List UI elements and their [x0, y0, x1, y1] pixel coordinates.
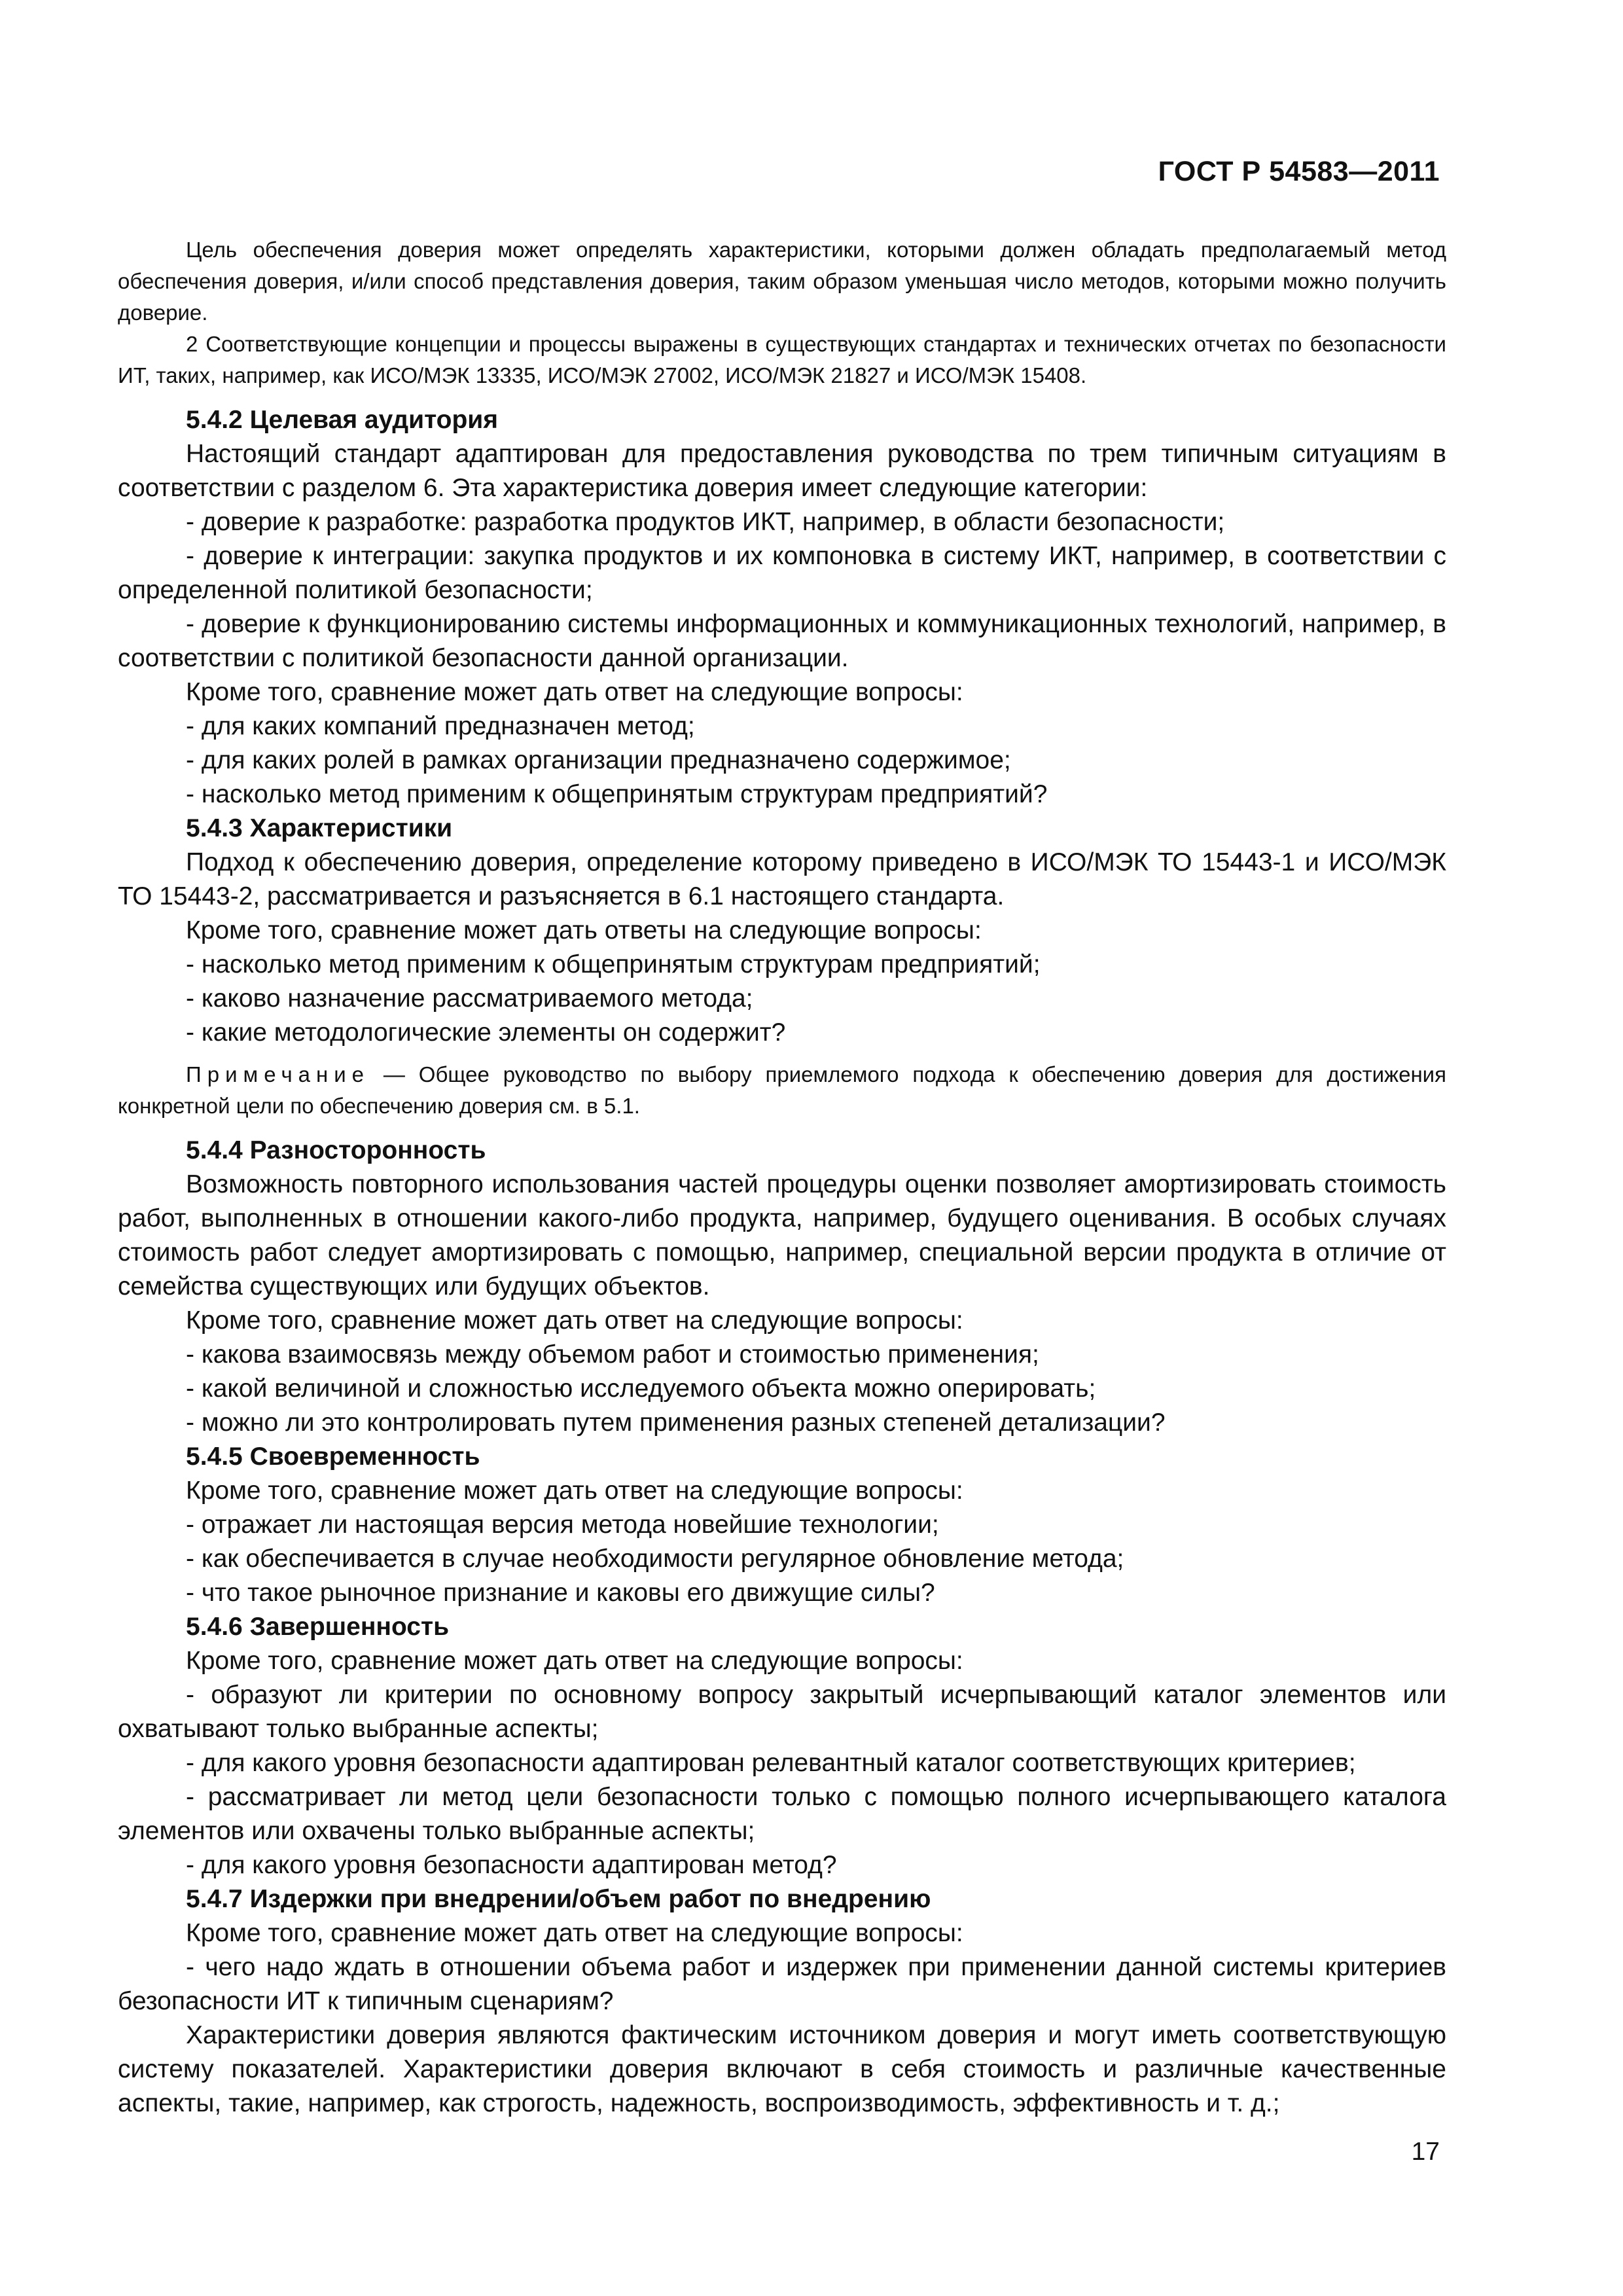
page-number: 17: [1411, 2138, 1440, 2166]
list-item: - как обеспечивается в случае необходимости регулярное обновление метода;: [186, 1545, 1124, 1573]
document-header: ГОСТ Р 54583—2011: [1158, 156, 1440, 187]
section-heading-5-4-2: 5.4.2 Целевая аудитория: [186, 406, 499, 434]
list-item: - для каких ролей в рамках организации предназначено содержимое;: [186, 746, 1011, 774]
intro-note-2: 2 Соответствующие концепции и процессы выражены в существующих стандартах и технических отчетах по безопасности ИТ, таких, например, как ИСО/МЭК 13335, ИСО/МЭК 27002, ИСО/МЭК 21827 и ИСО/МЭК 15408.: [118, 332, 1446, 387]
section-heading-5-4-3: 5.4.3 Характеристики: [186, 814, 453, 842]
list-item: - можно ли это контролировать путем применения разных степеней детализации?: [186, 1408, 1166, 1437]
list-item: - для какого уровня безопасности адаптирован метод?: [186, 1851, 837, 1879]
list-item: - насколько метод применим к общепринятым структурам предприятий;: [186, 950, 1041, 978]
list-item: - каково назначение рассматриваемого метода;: [186, 984, 753, 1013]
list-item: - какова взаимосвязь между объемом работ и стоимостью применения;: [186, 1340, 1039, 1369]
note-label: Примечание: [186, 1062, 370, 1086]
page-content: [118, 234, 1446, 2121]
paragraph: Кроме того, сравнение может дать ответ на следующие вопросы:: [186, 1306, 963, 1335]
list-item: - для какого уровня безопасности адаптирован релевантный каталог соответствующих критериев;: [186, 1749, 1356, 1777]
list-item: - доверие к интеграции: закупка продуктов и их компоновка в систему ИКТ, например, в соответствии с определенной политикой безопасности;: [118, 542, 1446, 604]
list-item: - для каких компаний предназначен метод;: [186, 712, 695, 740]
list-item: - насколько метод применим к общепринятым структурам предприятий?: [186, 780, 1048, 808]
paragraph: Кроме того, сравнение может дать ответ на следующие вопросы:: [186, 1477, 963, 1505]
paragraph: Кроме того, сравнение может дать ответ на следующие вопросы:: [186, 678, 963, 706]
list-item: - доверие к функционированию системы информационных и коммуникационных технологий, например, в соответствии с политикой безопасности данной организации.: [118, 610, 1446, 672]
paragraph: Возможность повторного использования частей процедуры оценки позволяет амортизировать стоимость работ, выполненных в отношении какого-либо продукта, например, будущего оценивания. В особых случаях стоимость работ следует амортизировать с помощью, например, специальной версии продукта в отличие от семейства существующих или будущих объектов.: [118, 1170, 1446, 1300]
paragraph: Подход к обеспечению доверия, определение которому приведено в ИСО/МЭК ТО 15443-1 и ИСО/МЭК ТО 15443-2, рассматривается и разъясняется в 6.1 настоящего стандарта.: [118, 848, 1446, 910]
paragraph: Характеристики доверия являются фактическим источником доверия и могут иметь соответствующую систему показателей. Характеристики доверия включают в себя стоимость и различные качественные аспекты, такие, например, как строгость, надежность, воспроизводимость, эффективность и т. д.;: [118, 2021, 1446, 2117]
list-item: - какой величиной и сложностью исследуемого объекта можно оперировать;: [186, 1374, 1096, 1403]
paragraph: Кроме того, сравнение может дать ответ на следующие вопросы:: [186, 1647, 963, 1675]
list-item: - чего надо ждать в отношении объема работ и издержек при применении данной системы критериев безопасности ИТ к типичным сценариям?: [118, 1953, 1446, 2015]
list-item: - доверие к разработке: разработка продуктов ИКТ, например, в области безопасности;: [186, 508, 1225, 536]
paragraph: Кроме того, сравнение может дать ответ на следующие вопросы:: [186, 1919, 963, 1947]
paragraph: Настоящий стандарт адаптирован для предоставления руководства по трем типичным ситуациям в соответствии с разделом 6. Эта характеристика доверия имеет следующие категории:: [118, 440, 1446, 502]
list-item: - отражает ли настоящая версия метода новейшие технологии;: [186, 1511, 939, 1539]
list-item: - какие методологические элементы он содержит?: [186, 1018, 786, 1047]
section-heading-5-4-5: 5.4.5 Своевременность: [186, 1443, 480, 1471]
list-item: - рассматривает ли метод цели безопасности только с помощью полного исчерпывающего каталога элементов или охвачены только выбранные аспекты;: [118, 1783, 1446, 1845]
note-text: — Общее руководство по выбору приемлемого подхода к обеспечению доверия для достижения конкретной цели по обеспечению доверия см. в 5.1.: [118, 1062, 1446, 1118]
section-heading-5-4-7: 5.4.7 Издержки при внедрении/объем работ по внедрению: [186, 1885, 931, 1913]
section-heading-5-4-4: 5.4.4 Разносторонность: [186, 1136, 486, 1164]
paragraph: Кроме того, сравнение может дать ответы на следующие вопросы:: [186, 916, 982, 944]
list-item: - образуют ли критерии по основному вопросу закрытый исчерпывающий каталог элементов или охватывают только выбранные аспекты;: [118, 1681, 1446, 1743]
section-heading-5-4-6: 5.4.6 Завершенность: [186, 1613, 450, 1641]
note-paragraph: [118, 1059, 1446, 1122]
list-item: - что такое рыночное признание и каковы его движущие силы?: [186, 1579, 935, 1607]
intro-paragraph: Цель обеспечения доверия может определять характеристики, которыми должен обладать предполагаемый метод обеспечения доверия, и/или способ представления доверия, таким образом уменьшая число методов, которыми можно получить доверие.: [118, 238, 1446, 325]
